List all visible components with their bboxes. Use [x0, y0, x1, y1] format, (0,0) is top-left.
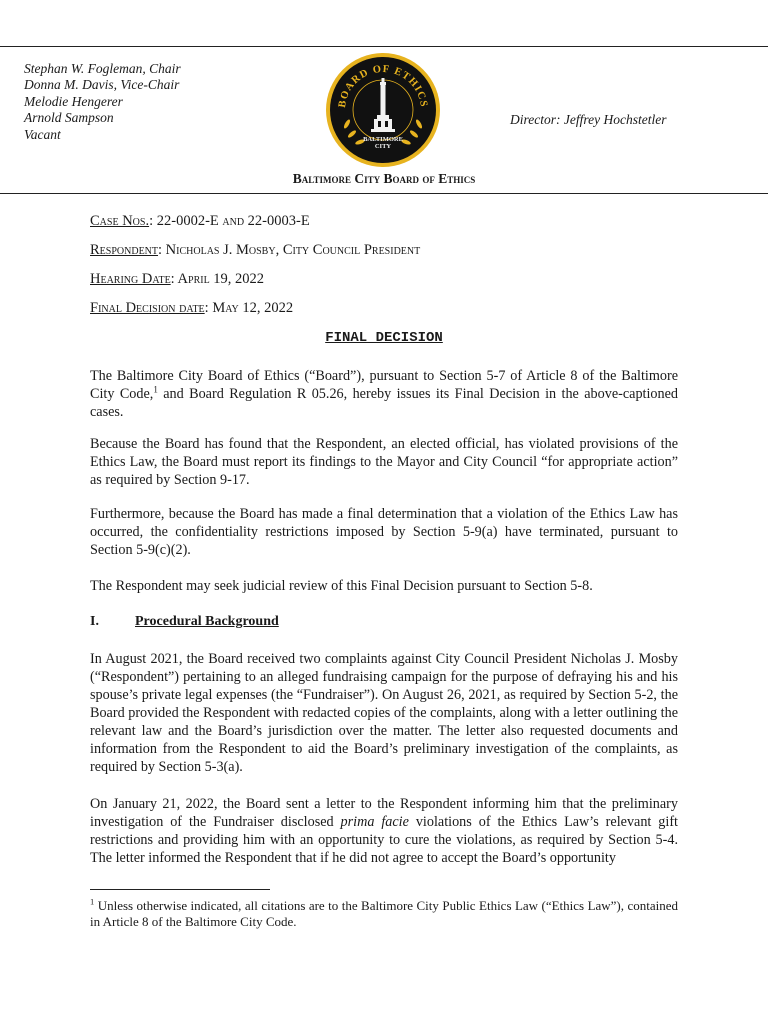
- footnote-ref: 1: [153, 384, 158, 395]
- respondent: Respondent: Nicholas J. Mosby, City Council President: [90, 242, 421, 258]
- respondent-value: Nicholas J. Mosby, City Council President: [165, 242, 421, 258]
- member-name: Arnold Sampson: [24, 110, 114, 126]
- section-title: Procedural Background: [135, 614, 279, 629]
- final-decision-date-label: Final Decision date: [90, 300, 205, 316]
- seal-bottom-text-2: CITY: [374, 143, 392, 150]
- footnote-number: 1: [90, 896, 95, 907]
- hearing-date-label: Hearing Date: [90, 271, 171, 287]
- board-title: Baltimore City Board of Ethics: [292, 171, 476, 186]
- paragraph-procedural-2: [90, 795, 678, 867]
- footnote-rule: [90, 889, 270, 890]
- hearing-date: Hearing Date: April 19, 2022: [90, 271, 265, 287]
- footnote-text: Unless otherwise indicated, all citations are to the Baltimore City Public Ethics Law (“Ethics Law”), contained in Article 8 of the Baltimore City Code.: [90, 898, 678, 929]
- footnote: [90, 898, 678, 930]
- board-members-list: [24, 61, 181, 143]
- respondent-label: Respondent: [90, 242, 159, 258]
- case-numbers: Case Nos.: 22-0002-E and 22-0003-E: [90, 213, 310, 229]
- document-title: FINAL DECISION: [325, 330, 443, 346]
- top-rule: [0, 46, 768, 47]
- paragraph-confidentiality: Furthermore, because the Board has made a final determination that a violation of the Ethics Law has occurred, the confidentiality restrictions imposed by Section 5-9(a) have terminated, pursuant to Section 5-9(c)(2).: [90, 506, 678, 558]
- member-name: Stephan W. Fogleman, Chair: [24, 61, 181, 76]
- board-of-ethics-seal: [325, 52, 441, 168]
- member-name: Melodie Hengerer: [24, 93, 123, 109]
- section-heading: [90, 614, 279, 630]
- paragraph-intro-text-b: and Board Regulation R 05.26, hereby issues its Final Decision in the above-captioned cases.: [90, 386, 678, 420]
- paragraph-procedural-2-text-b: violations of the Ethics Law’s relevant gift restrictions and providing him with an opportunity to cure the violations, as required by Section 5-4. The letter informed the Respondent that if he did not agree to accept the Board’s opportunity: [90, 814, 678, 866]
- seal-top-text: BOARD OF ETHICS: [336, 63, 430, 109]
- case-numbers-value: 22-0002-E and 22-0003-E: [156, 213, 310, 229]
- paragraph-judicial-review: The Respondent may seek judicial review of this Final Decision pursuant to Section 5-8.: [90, 578, 593, 594]
- paragraph-procedural-1: In August 2021, the Board received two complaints against City Council President Nicholas J. Mosby (“Respondent”) pertaining to an alleged fundraising campaign for the purpose of defraying his and his spouse’s private legal expenses (the “Fundraiser”). On August 26, 2021, as required by Section 5-2, the Board provided the Respondent with redacted copies of the complaints, along with a letter outlining the relevant law and the Board’s jurisdiction over the matter. The letter also requested documents and information from the Respondent to aid the Board’s preliminary investigation of the complaints, as required by Section 5-3(a).: [90, 651, 678, 775]
- member-name: Donna M. Davis, Vice-Chair: [24, 77, 180, 93]
- director-name: Director: Jeffrey Hochstetler: [510, 112, 667, 127]
- member-name: Vacant: [24, 126, 61, 142]
- prima-facie-text: prima facie: [340, 814, 409, 830]
- section-number: I.: [90, 614, 99, 629]
- case-numbers-label: Case Nos.: [90, 213, 150, 229]
- paragraph-intro: [90, 367, 678, 421]
- final-decision-date-value: May 12, 2022: [212, 300, 294, 316]
- seal-bottom-text-1: BALTIMORE: [363, 136, 403, 143]
- paragraph-procedural-2-text-a: On January 21, 2022, the Board sent a letter to the Respondent informing him that the preliminary investigation of the Fundraiser disclosed: [90, 796, 678, 830]
- paragraph-intro-text-a: The Baltimore City Board of Ethics (“Board”), pursuant to Section 5-7 of Article 8 of the Baltimore City Code,: [90, 368, 678, 402]
- paragraph-findings: Because the Board has found that the Respondent, an elected official, has violated provisions of the Ethics Law, the Board must report its findings to the Mayor and City Council “for appropriate action” as required by Section 9-17.: [90, 436, 678, 488]
- header-bottom-rule: [0, 193, 768, 194]
- final-decision-date: Final Decision date: May 12, 2022: [90, 300, 294, 316]
- hearing-date-value: April 19, 2022: [177, 271, 265, 287]
